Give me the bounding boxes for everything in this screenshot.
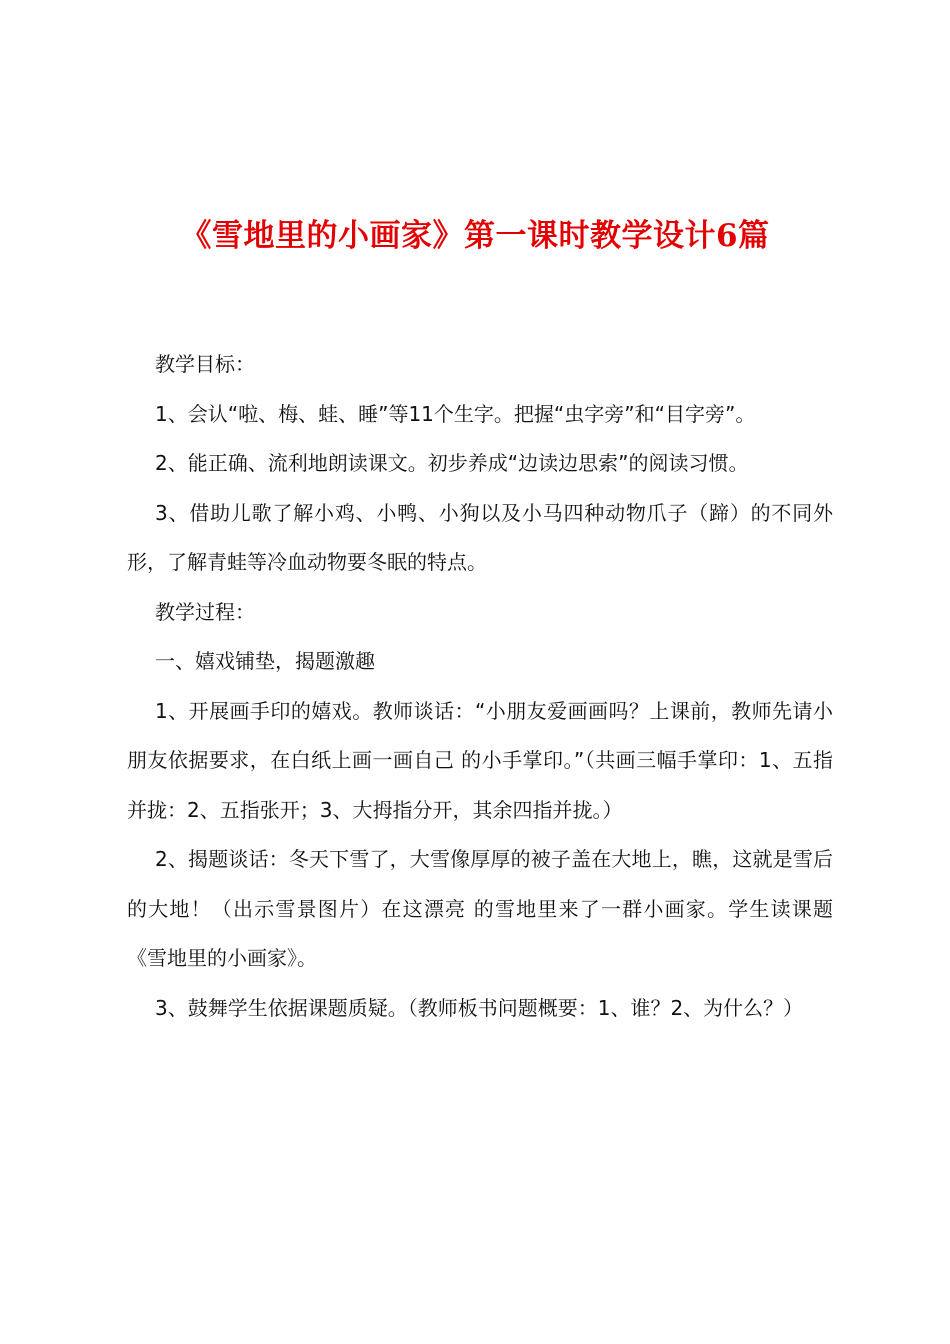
document-body xyxy=(127,340,833,1033)
process-step-heading: 一、嬉戏铺垫，揭题激趣 xyxy=(155,649,375,673)
process-step-3: 3、鼓舞学生依据课题质疑。（教师板书问题概要：1、谁？2、为什么？） xyxy=(155,995,804,1020)
objective-3: 3、借助儿歌了解小鸡、小鸭、小狗以及小马四种动物爪子（蹄）的不同外形，了解青蛙等冷血动物要冬眠的特点。 xyxy=(127,500,833,574)
objective-2: 2、能正确、流利地朗读课文。初步养成“边读边思索”的阅读习惯。 xyxy=(155,451,749,475)
objective-1: 1、会认“啦、梅、蛙、睡”等11个生字。把握“虫字旁”和“目字旁”。 xyxy=(155,401,756,426)
process-step-2: 2、揭题谈话：冬天下雪了，大雪像厚厚的被子盖在大地上，瞧，这就是雪后的大地！（出示雪景图片）在这漂亮 的雪地里来了一群小画家。学生读课题《雪地里的小画家》。 xyxy=(127,847,833,970)
process-step-1: 1、开展画手印的嬉戏。教师谈话：“小朋友爱画画吗？上课前，教师先请小朋友依据要求，在白纸上画一画自己 的小手掌印。”（共画三幅手掌印：1、五指并拢：2、五指张开；3、大拇指分开，其余四指并拢。） xyxy=(127,698,833,822)
section-heading-objectives: 教学目标： xyxy=(155,352,255,376)
document-title: 《雪地里的小画家》第一课时教学设计6篇 xyxy=(180,218,770,254)
section-heading-process: 教学过程： xyxy=(155,599,255,624)
